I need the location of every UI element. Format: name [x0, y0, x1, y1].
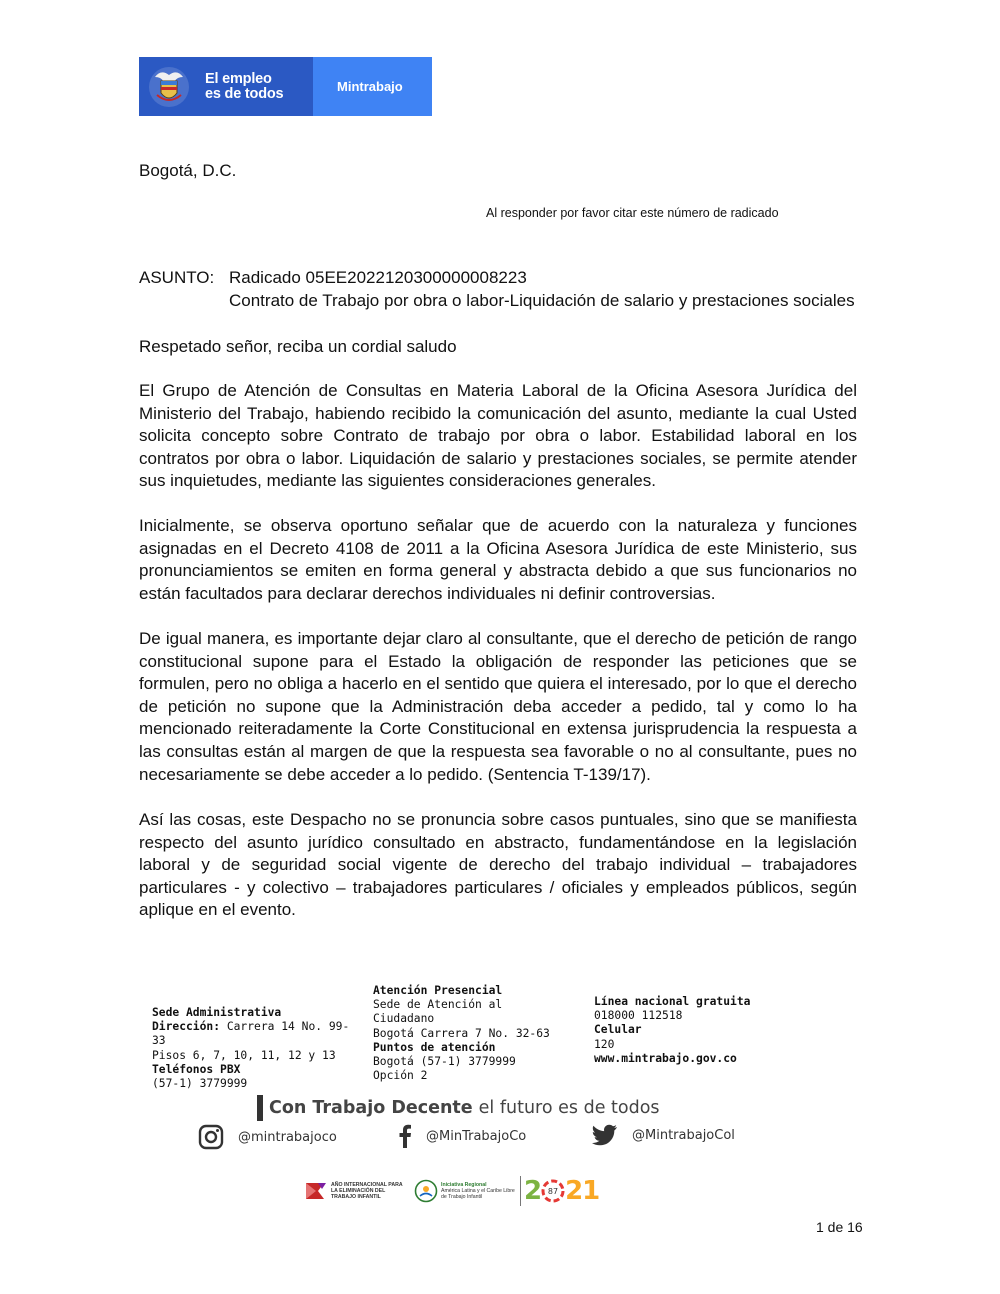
sede-direccion-label: Dirección: — [152, 1020, 221, 1034]
sede-direccion-value: Carrera 14 No. 99-33 — [152, 1020, 350, 1048]
year-badge-text: 87 — [548, 1187, 559, 1196]
oit-text: AÑO INTERNACIONAL PARA LA ELIMINACIÓN DEL TRABAJO INFANTIL — [331, 1182, 403, 1200]
asunto-subject: Contrato de Trabajo por obra o labor-Liquidación de salario y prestaciones sociales — [229, 291, 855, 310]
twitter-handle[interactable]: @MintrabajoCol — [632, 1127, 735, 1143]
mintrabajo-logo — [139, 57, 432, 116]
iniciativa-text: América Latina y el Caribe Libre de Trabajo Infantil — [441, 1188, 515, 1200]
atencion-line-3: Bogotá Carrera 7 No. 32-63 — [373, 1026, 550, 1040]
footer-atencion-presencial — [373, 984, 583, 1083]
oit-mark-icon — [304, 1179, 328, 1203]
sede-telefonos-value: (57-1) 3779999 — [152, 1077, 248, 1091]
linea-label: Línea nacional gratuita — [594, 995, 751, 1008]
asunto-label: ASUNTO: — [139, 268, 215, 287]
letter-city: Bogotá, D.C. — [139, 161, 237, 180]
logo-right-block — [313, 57, 432, 116]
asunto-radicado: Radicado 05EE2022120300000008223 — [229, 268, 527, 287]
body-paragraph-3: De igual manera, es importante dejar claro al consultante, que el derecho de petición de rango constitucional supone para el Estado la obligación de responder las peticiones que se formulen, pero no obliga a hacerlo en el sentido que quiera el interesado, por lo que el derecho de petición no supone que la Administración deba acceder a pedido, tal y como lo ha mencionado reiteradamente la Corte Constitucional en extensa jurisprudencia la respuesta a las consultas están al margen de que la respuesta sea favorable o no al consultante, pues no necesariamente se debe acceder a lo pedido. (Sentencia T-139/17). — [139, 629, 857, 784]
slogan-rest: el futuro es de todos — [478, 1098, 660, 1118]
page-number: 1 de 16 — [816, 1219, 863, 1235]
year-digit-b: 21 — [565, 1176, 600, 1206]
footer-contacto — [594, 995, 804, 1066]
salutation: Respetado señor, reciba un cordial saludo — [139, 337, 457, 356]
social-twitter[interactable] — [592, 1124, 735, 1146]
year-badge-icon — [541, 1179, 565, 1203]
slogan-bold: Con Trabajo Decente — [269, 1098, 473, 1118]
footer-sede-administrativa — [152, 1006, 362, 1091]
sede-title: Sede Administrativa — [152, 1006, 282, 1019]
iniciativa-logo — [414, 1179, 516, 1203]
year-digit-a: 2 — [524, 1176, 542, 1206]
slogan-bar — [257, 1095, 263, 1121]
tagline-line-2: es de todos — [205, 85, 284, 102]
twitter-icon — [592, 1124, 618, 1146]
oit-logo — [304, 1179, 406, 1203]
atencion-title: Atención Presencial — [373, 984, 503, 997]
celular-value: 120 — [594, 1037, 615, 1051]
social-facebook[interactable] — [398, 1124, 526, 1148]
footer-slogan — [257, 1095, 660, 1121]
partner-logos — [304, 1174, 608, 1208]
ministry-name: Mintrabajo — [337, 79, 403, 94]
iniciativa-text-block — [441, 1182, 516, 1200]
atencion-line-1: Sede de Atención al — [373, 998, 503, 1012]
facebook-handle[interactable]: @MinTrabajoCo — [426, 1128, 527, 1144]
atencion-line-2: Ciudadano — [373, 1012, 435, 1026]
logo-left-block — [139, 57, 313, 116]
iniciativa-title: Iniciativa Regional — [441, 1182, 487, 1188]
radicado-note: Al responder por favor citar este número de radicado — [486, 206, 779, 220]
puntos-option: Opción 2 — [373, 1069, 428, 1083]
coat-of-arms-icon — [147, 65, 191, 109]
website-link[interactable]: www.mintrabajo.gov.co — [594, 1051, 737, 1065]
year-logo — [520, 1176, 599, 1206]
puntos-label: Puntos de atención — [373, 1040, 496, 1054]
celular-label: Celular — [594, 1023, 642, 1037]
puntos-phone: Bogotá (57-1) 3779999 — [373, 1055, 516, 1069]
linea-value: 018000 112518 — [594, 1009, 683, 1023]
body-paragraph-2: Inicialmente, se observa oportuno señalar que de acuerdo con la naturaleza y funciones asignadas en el Decreto 4108 de 2011 a la Oficina Asesora Jurídica de este Ministerio, sus pronunciamientos se emiten en forma general y abstracta debido a que sus funcionarios no están facultados para declarar derechos individuales ni definir controversias. — [139, 516, 857, 603]
sede-pisos: Pisos 6, 7, 10, 11, 12 y 13 — [152, 1048, 336, 1062]
instagram-icon — [198, 1124, 224, 1150]
logo-tagline — [205, 72, 283, 102]
iniciativa-mark-icon — [414, 1179, 438, 1203]
instagram-handle[interactable]: @mintrabajoco — [238, 1129, 337, 1145]
facebook-icon — [398, 1124, 412, 1148]
tagline-line-1: El empleo — [205, 70, 272, 87]
body-paragraph-1: El Grupo de Atención de Consultas en Materia Laboral de la Oficina Asesora Jurídica del Ministerio del Trabajo, habiendo recibido la comunicación del asunto, mediante la cual Usted solicita concepto sobre Contrato de trabajo por obra o labor. Estabilidad laboral en los contratos por obra o labor. Liquidación de salario y prestaciones sociales, se permite atender sus inquietudes, mediante las siguientes consideraciones generales. — [139, 381, 857, 491]
body-paragraph-4: Así las cosas, este Despacho no se pronuncia sobre casos puntuales, sino que se manifiesta respecto del asunto jurídico consultado en abstracto, fundamentándose en la legislación laboral y de seguridad social vigente de derecho del trabajo individual – trabajadores particulares - y colectivo – trabajadores particulares / oficiales y empleados públicos, según aplique en el evento. — [139, 810, 857, 920]
sede-telefonos-label: Teléfonos PBX — [152, 1062, 241, 1076]
social-instagram[interactable] — [198, 1124, 337, 1150]
